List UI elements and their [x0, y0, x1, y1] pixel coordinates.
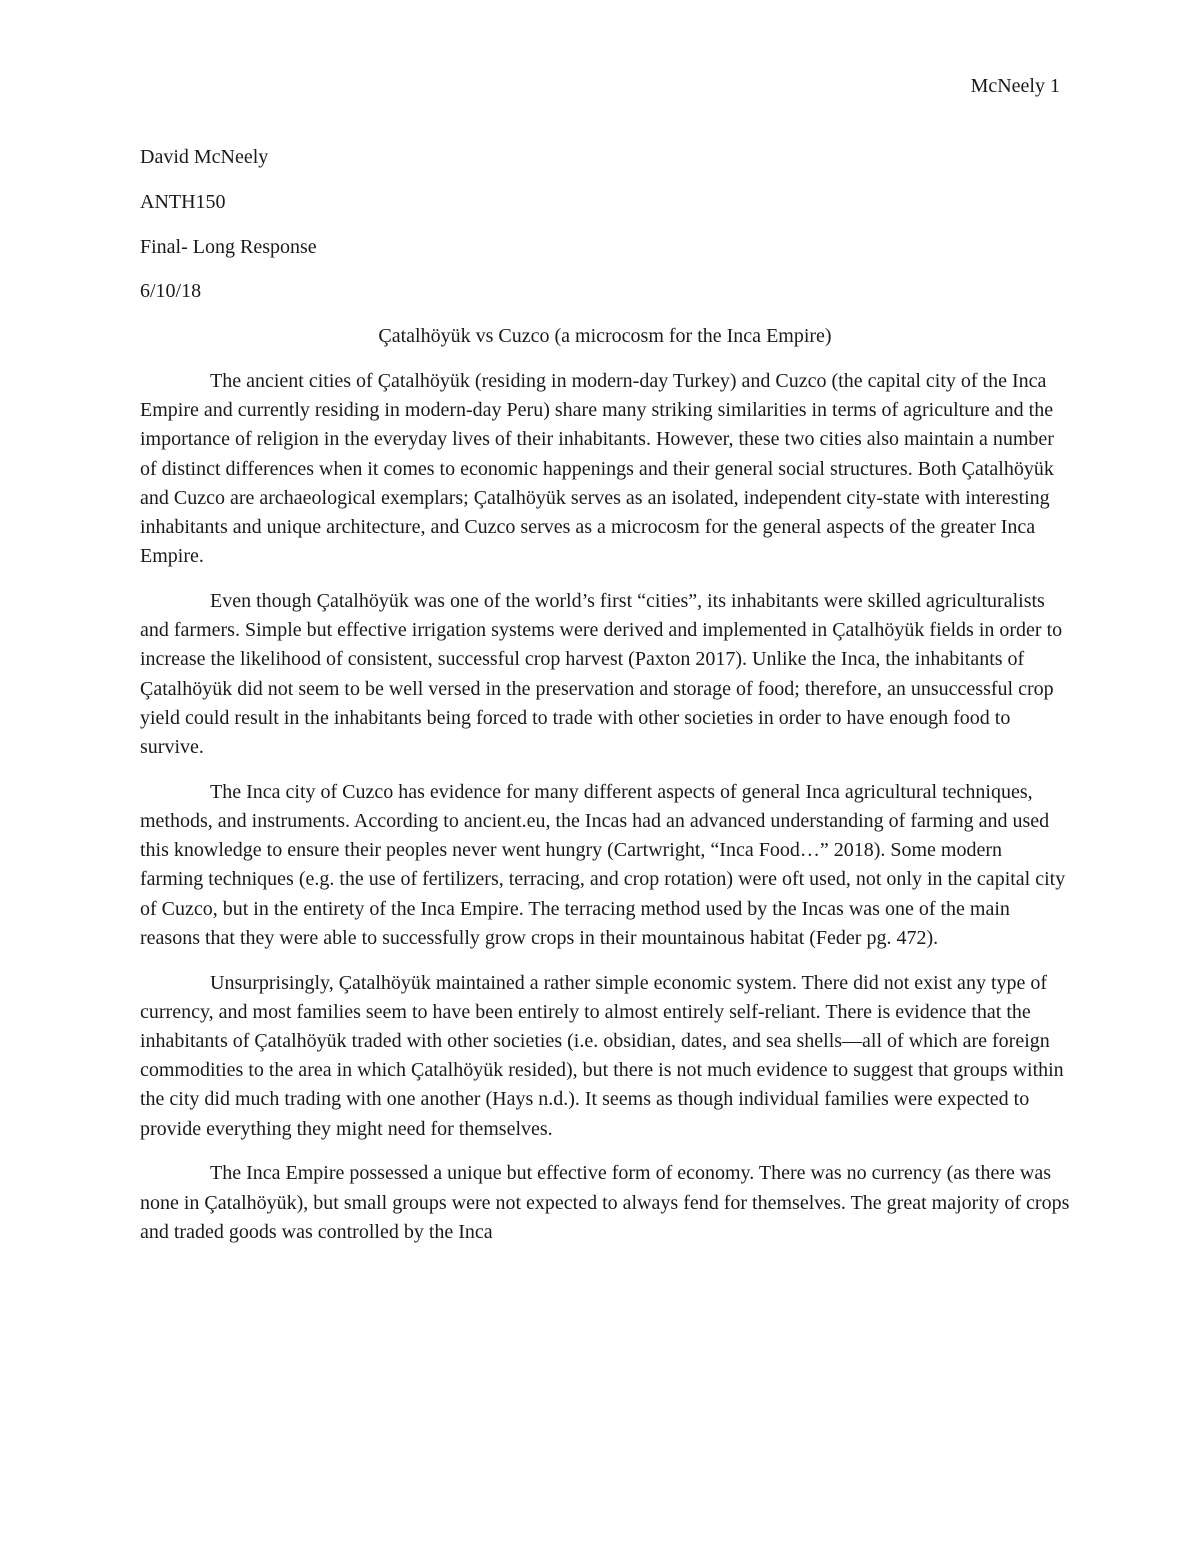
paragraph: The Inca Empire possessed a unique but effective form of economy. There was no currency (as there was none in Çatalhöyük), but small groups were not expected to always fend for themselves. The great majority of crops and traded goods was controlled by the Inca [140, 1162, 1070, 1243]
essay-body [140, 143, 1070, 1263]
submission-date: 6/10/18 [140, 280, 202, 303]
paragraph: The ancient cities of Çatalhöyük (residing in modern-day Turkey) and Cuzco (the capital city of the Inca Empire and currently residing in modern-day Peru) share many striking similarities in terms of agriculture and the importance of religion in the everyday lives of their inhabitants. However, these two cities also maintain a number of distinct differences when it comes to economic happenings and their general social structures. Both Çatalhöyük and Cuzco are archaeological exemplars; Çatalhöyük serves as an isolated, independent city-state with interesting inhabitants and unique architecture, and Cuzco serves as a microcosm for the general aspects of the greater Inca Empire. [140, 369, 1054, 568]
paragraph: The Inca city of Cuzco has evidence for many different aspects of general Inca agricultural techniques, methods, and instruments. According to ancient.eu, the Incas had an advanced understanding of farming and used this knowledge to ensure their peoples never went hungry (Cartwright, “Inca Food…” 2018). Some modern farming techniques (e.g. the use of fertilizers, terracing, and crop rotation) were oft used, not only in the capital city of Cuzco, but in the entirety of the Inca Empire. The terracing method used by the Incas was one of the main reasons that they were able to successfully grow crops in their mountainous habitat (Feder pg. 472). [140, 780, 1066, 949]
paragraph: Unsurprisingly, Çatalhöyük maintained a rather simple economic system. There did not exist any type of currency, and most families seem to have been entirely to almost entirely self-reliant. There is evidence that the inhabitants of Çatalhöyük traded with other societies (i.e. obsidian, dates, and sea shells—all of which are foreign commodities to the area in which Çatalhöyük resided), but there is not much evidence to suggest that groups within the city did much trading with one another (Hays n.d.). It seems as though individual families were expected to provide everything they might need for themselves. [140, 971, 1064, 1140]
running-head: McNeely 1 [970, 75, 1060, 97]
essay-title: Çatalhöyük vs Cuzco (a microcosm for the Inca Empire) [378, 325, 832, 348]
assignment-name: Final- Long Response [140, 235, 317, 258]
paragraph: Even though Çatalhöyük was one of the world’s first “cities”, its inhabitants were skilled agriculturalists and farmers. Simple but effective irrigation systems were derived and implemented in Çatalhöyük fields in order to increase the likelihood of consistent, successful crop harvest (Paxton 2017). Unlike the Inca, the inhabitants of Çatalhöyük did not seem to be well versed in the preservation and storage of food; therefore, an unsuccessful crop yield could result in the inhabitants being forced to trade with other societies in order to have enough food to survive. [140, 589, 1063, 758]
author-name: David McNeely [140, 146, 269, 168]
course-code: ANTH150 [140, 190, 226, 213]
